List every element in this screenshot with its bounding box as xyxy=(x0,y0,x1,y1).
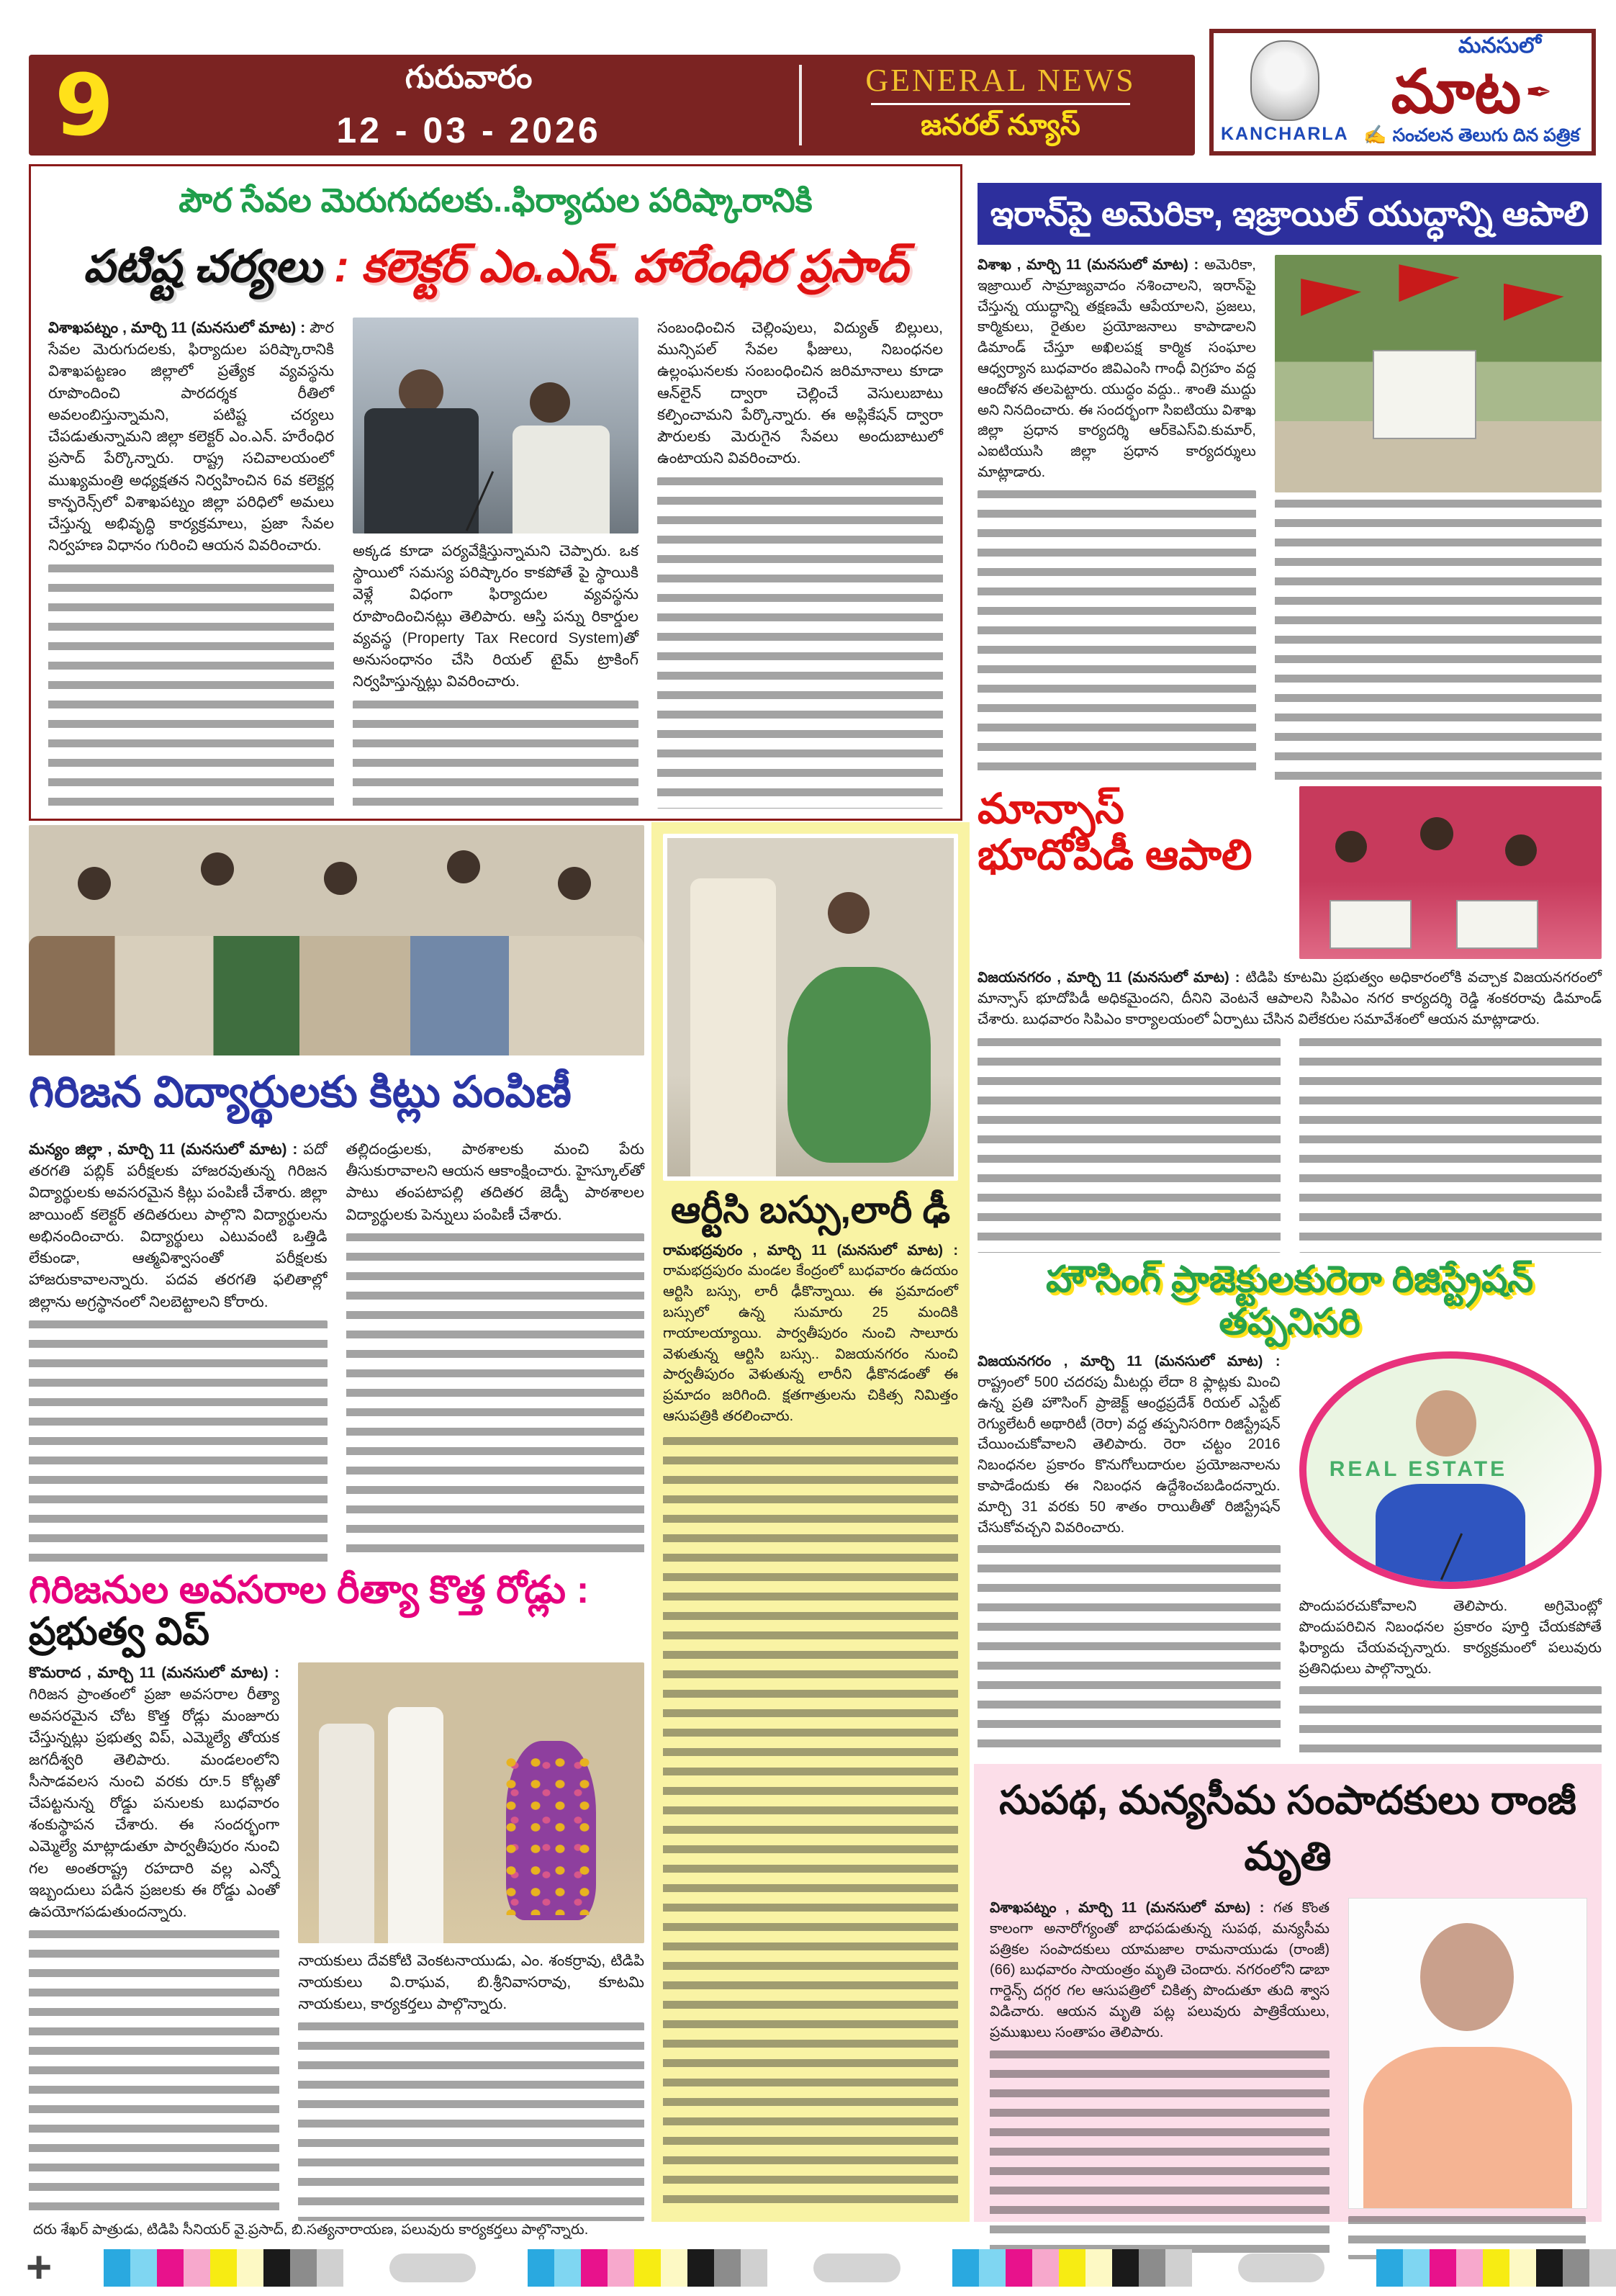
roads-col-2 xyxy=(298,1662,644,2221)
text-fill xyxy=(346,1233,645,1564)
color-swatch xyxy=(184,2249,210,2287)
color-swatch xyxy=(1059,2249,1085,2287)
mansas-body: టిడిపి కూటమి ప్రభుత్వం అధికారంలోకి వచ్చాక విజయనగరంలో మాన్సాస్ భూదోపిడీ అధికమైందని, దీనిని వెంటనే ఆపాలని సిపిఎం నగర కార్యదర్శి రెడ్డి శంకరరావు డిమాండ్ చేశారు. బుధవారం సిపిఎం కార్యాలయంలో ఏర్పాటు చేసిన విలేకరుల సమావేశంలో ఆయన మాట్లాడారు. xyxy=(978,970,1602,1027)
color-swatch xyxy=(1085,2249,1112,2287)
person-head xyxy=(1420,817,1453,850)
article-mansas xyxy=(978,786,1602,1253)
mansas-top-row xyxy=(978,786,1602,959)
text-fill xyxy=(29,1930,279,2221)
rera-official-photo xyxy=(1299,1351,1602,1589)
color-swatch xyxy=(714,2249,741,2287)
lead-body-3: సంబంధించిన చెల్లింపులు, విద్యుత్ బిల్లులు, మున్సిపల్ సేవల ఫీజులు, నిబంధనల ఉల్లంఘనలకు సంబంధించిన జరిమానాలు కూడా ఆన్‌లైన్ ద్వారా చెల్లించే వెసులుబాటు కల్పించామని పేర్కొన్నారు. ఈ అప్లికేషన్ ద్వారా పౌరులకు మెరుగైన సేవలు అందుబాటులో ఉంటాయని వివరించారు. xyxy=(657,320,943,467)
red-flag-icon xyxy=(1301,279,1361,316)
person-silhouette xyxy=(690,878,776,1176)
rtc-body: రామభద్రపురం మండల కేంద్రంలో బుధవారం ఉదయం ఆర్టిసి బస్సు, లారీ ఢీకొన్నాయి. ఈ ప్రమాదంలో బస్సులో ఉన్న సుమారు 25 మందికి గాయాలయ్యాయి. పార్వతీపురం నుంచి సాలూరు వెళుతున్న ఆర్టిసి బస్సు.. విజయనగరం నుంచి పార్వతీపురం వెళుతున్న లారీని ఢీకొనడంతో ఈ ప్రమాదం జరిగింది. క్షతగాత్రులను చికిత్స నిమిత్తం ఆసుపత్రికి తరలించారు. xyxy=(663,1263,958,1424)
collector-conference-photo xyxy=(353,318,638,534)
lead-headline-black: పటిష్ట చర్యలు xyxy=(83,242,322,292)
person-head xyxy=(447,850,480,883)
kits-col-1 xyxy=(29,1139,328,1564)
text-fill xyxy=(990,2050,1330,2259)
kits-col-2 xyxy=(346,1139,645,1564)
roads-headline-black: ప్రభుత్వ విప్ xyxy=(29,1611,210,1654)
housing-body-2: పొందుపరచుకోవాలని తెలిపారు. అగ్రిమెంట్లో పొందుపరిచిన నిబంధనల ప్రకారం పూర్తి చేయకపోతే ఫిర్యాదు చేయవచ్చన్నారు. కార్యక్రమంలో పలువురు ప్రతినిధులు పాల్గొన్నారు. xyxy=(1299,1598,1602,1677)
article-body xyxy=(990,1898,1330,2043)
text-fill xyxy=(48,564,334,809)
color-swatch xyxy=(1483,2249,1509,2287)
color-swatch xyxy=(661,2249,687,2287)
article-body xyxy=(29,1662,279,1924)
masthead-tagline-row xyxy=(1363,124,1579,150)
cmyk-swatch-group xyxy=(952,2249,1192,2287)
iran-col-2 xyxy=(1275,255,1602,782)
iran-headline: ఇరాన్‌పై అమెరికా, ఇజ్రాయిల్ యుద్ధాన్ని ఆపాలి xyxy=(978,183,1602,245)
roads-headline-magenta: గిరిజనుల అవసరాల రీత్యా కొత్త రోడ్లు xyxy=(29,1569,566,1611)
text-fill xyxy=(1299,1038,1602,1253)
lead-body-1: పౌర సేవల మెరుగుదలకు, ఫిర్యాదుల పరిష్కారానికి విశాఖపట్టణం జిల్లాలో ప్రత్యేక వ్యవస్థను రూపొందించి పారదర్శక రీతిలో అవలంబిస్తున్నామని, పటిష్ట చర్యలు చేపడుతున్నామని జిల్లా కలెక్టర్ ఎం.ఎన్. హరేంధిర ప్రసాద్ పేర్కొన్నారు. రాష్ట్ర సచివాలయంలో ముఖ్యమంత్రి అధ్యక్షతన నిర్వహించిన 6వ కలెక్టర్ల కాన్ఫరెన్స్‌లో విశాఖపట్నం జిల్లా పరిధిలో అమలు చేస్తున్న అభివృద్ధి కార్యక్రమాలు, ప్రజా సేవల నిర్వహణ విధానం గురించి ఆయన వివరించారు. xyxy=(48,320,334,554)
iran-col-1 xyxy=(978,255,1256,782)
text-fill xyxy=(1299,1686,1602,1758)
page-header-bar xyxy=(29,55,1195,156)
text-fill xyxy=(978,1545,1281,1758)
brand-top-label: మనసులో xyxy=(1458,34,1541,58)
iran-body-columns xyxy=(978,255,1602,782)
color-swatch xyxy=(317,2249,343,2287)
housing-body: రాష్ట్రంలో 500 చదరపు మీటర్లు లేదా 8 ఫ్లాట్లకు మించి ఉన్న ప్రతి హౌసింగ్ ప్రాజెక్ట్ ఆంధ్రప్రదేశ్ రియల్ ఎస్టేట్ రెగ్యులేటరీ అథారిటీ (రెరా) వద్ద తప్పనిసరిగా రిజిస్ట్రేషన్ చేయించుకోవాలని తెలిపారు. రెరా చట్టం 2016 నిబంధనల ప్రకారం కొనుగోలుదారుల ప్రయోజనాలను కాపాడేందుకు ఈ నిబంధన ఉద్దేశించబడిందన్నారు. మార్చి 31 వరకు 50 శాతం రాయితీతో రిజిస్ట్రేషన్ చేసుకోవచ్చని వివరించారు. xyxy=(978,1374,1281,1536)
color-swatch xyxy=(1403,2249,1430,2287)
roads-columns xyxy=(29,1662,644,2221)
section-rule xyxy=(871,103,1130,105)
color-swatch xyxy=(210,2249,237,2287)
person-silhouette xyxy=(319,1724,374,1942)
text-fill xyxy=(978,490,1256,782)
color-swatch xyxy=(1376,2249,1403,2287)
color-swatch xyxy=(979,2249,1006,2287)
text-fill xyxy=(657,477,943,809)
lead-headline-sep: : xyxy=(321,242,361,292)
date-label: 12 - 03 - 2026 xyxy=(336,109,601,150)
article-ramji xyxy=(974,1764,1602,2222)
person-silhouette xyxy=(388,1707,443,1943)
article-kits xyxy=(29,825,644,1564)
person-head xyxy=(828,892,870,934)
day-label: గురువారం xyxy=(405,59,533,95)
kit-distribution-group-photo xyxy=(29,825,644,1055)
color-swatch xyxy=(1536,2249,1563,2287)
kits-body-1: పదో తరగతి పబ్లిక్ పరీక్షలకు హాజరవుతున్న గిరిజన విద్యార్థులకు అవసరమైన కిట్లు పంపిణీ చేశారు. జిల్లా జాయింట్ కలెక్టర్ తదితరులు పాల్గొని విద్యార్థులను అభినందించారు. విద్యార్థులు ఎటువంటి ఒత్తిడి లేకుండా, ఆత్మవిశ్వాసంతో పరీక్షలకు హాజరుకావాలన్నారు. పదవ తరగతి ఫలితాల్లో జిల్లాను అగ్రస్థానంలో నిలబెట్టాలని కోరారు. xyxy=(29,1141,328,1310)
road-groundbreaking-photo xyxy=(298,1662,644,1943)
lead-body-2: అక్కడ కూడా పర్యవేక్షిస్తున్నామని చెప్పారు. ఒక స్థాయిలో సమస్య పరిష్కారం కాకపోతే పై స్థాయికి వెళ్లే విధంగా ఫిర్యాదుల వ్యవస్థను రూపొందించినట్లు తెలిపారు. ఆస్తి పన్ను రికార్డుల వ్యవస్థ (Property Tax Record System)తో అనుసంధానం చేసి రియల్ టైమ్ ట్రాకింగ్ నిర్వహిస్తున్నట్లు వివరించారు. xyxy=(353,543,638,690)
kits-columns xyxy=(29,1139,644,1564)
kits-body-2: తల్లిదండ్రులకు, పాఠశాలకు మంచి పేరు తీసుకురావాలని ఆయన ఆకాంక్షించారు. హైస్కూల్‌తో పాటు తంపటాపల్లి తదితర జెడ్పీ పాఠశాలల విద్యార్థులకు పెన్నులు పంపిణీ చేశారు. xyxy=(346,1141,644,1223)
person-silhouette xyxy=(513,426,610,534)
lead-body-columns xyxy=(48,318,943,809)
gray-blob-mark xyxy=(389,2254,476,2282)
housing-headline: హౌసింగ్ ప్రాజెక్టులకురెరా రిజిస్ట్రేషన్ తప్పనిసరి xyxy=(1045,1259,1534,1342)
color-swatch xyxy=(157,2249,184,2287)
text-fill xyxy=(29,1320,328,1564)
newspaper-held xyxy=(1330,900,1412,949)
brand-main-label: మాట xyxy=(1391,58,1522,126)
garland-flowers xyxy=(499,1752,602,1914)
article-body xyxy=(978,1351,1281,1538)
lead-col-1 xyxy=(48,318,334,809)
color-swatch xyxy=(104,2249,130,2287)
color-swatch xyxy=(290,2249,317,2287)
article-rtc xyxy=(651,822,970,2222)
article-lead xyxy=(29,164,962,821)
mansas-fill-col xyxy=(978,1038,1281,1253)
protest-rally-photo xyxy=(1275,255,1602,492)
color-swatch xyxy=(741,2249,767,2287)
cmyk-swatch-group xyxy=(104,2249,343,2287)
red-flag-icon xyxy=(1504,284,1564,321)
mansas-fill-columns xyxy=(978,1038,1602,1253)
crosshair-mark: + xyxy=(26,2243,53,2292)
rtc-dateline: రామభద్రవురం , మార్చి 11 (మనసులో మాట) : xyxy=(663,1242,958,1259)
person-head xyxy=(399,369,443,414)
gray-blob-mark xyxy=(813,2254,900,2282)
color-swatch xyxy=(554,2249,581,2287)
housing-columns xyxy=(978,1351,1602,1758)
article-body xyxy=(663,1241,958,1427)
person-head xyxy=(78,867,111,900)
color-swatch xyxy=(130,2249,157,2287)
article-body xyxy=(978,968,1602,1030)
person-head xyxy=(1420,1923,1514,2031)
cmyk-swatch-group xyxy=(1376,2249,1616,2287)
mansas-press-meet-photo xyxy=(1299,786,1602,959)
masthead-logo-box xyxy=(1209,29,1596,156)
person-silhouette xyxy=(1376,1484,1525,1589)
color-swatch xyxy=(952,2249,979,2287)
lead-headline xyxy=(48,241,943,303)
writing-hand-icon: ✍ xyxy=(1363,123,1387,145)
color-swatch xyxy=(1589,2249,1616,2287)
kits-headline: గిరిజన విద్యార్థులకు కిట్లు పంపిణీ xyxy=(29,1068,572,1116)
section-title-te: జనరల్ న్యూస్ xyxy=(921,109,1080,141)
accident-victim-photo xyxy=(663,834,958,1181)
article-roads xyxy=(29,1570,644,2221)
photo-backdrop-text: REAL ESTATE xyxy=(1329,1457,1508,1481)
color-swatch xyxy=(237,2249,263,2287)
color-swatch xyxy=(1563,2249,1589,2287)
text-fill xyxy=(353,701,638,809)
masthead-tagline: సంచలన తెలుగు దిన పత్రిక xyxy=(1392,125,1580,145)
housing-col-1 xyxy=(978,1351,1281,1758)
color-swatch xyxy=(1430,2249,1456,2287)
text-fill xyxy=(298,2022,644,2221)
text-fill xyxy=(978,1038,1281,1253)
ramji-col-2 xyxy=(1348,1898,1586,2259)
red-flag-icon xyxy=(1399,264,1459,302)
masthead-left xyxy=(1221,40,1349,145)
color-swatch xyxy=(608,2249,634,2287)
publisher-name: KANCHARLA xyxy=(1221,123,1349,144)
person-head xyxy=(1416,1390,1476,1457)
text-fill xyxy=(1275,500,1602,782)
lead-col-3 xyxy=(657,318,943,809)
brand-main-row xyxy=(1391,58,1553,126)
color-swatch xyxy=(1165,2249,1192,2287)
iran-body: అమెరికా, ఇజ్రాయిల్ సామ్రాజ్యవాదం నశించాలని, ఇరాన్‌పై చేస్తున్న యుద్ధాన్ని తక్షణమే ఆపేయాలని, ప్రజలు, కార్మికులు, రైతుల ప్రయోజనాలు కాపాడాలని డిమాండ్ చేస్తూ అఖిలపక్ష కార్మిక సంఘాల ఆధ్వర్యాన బుధవారం జివిఎంసి గాంధీ విగ్రహం వద్ద ఆందోళన తలపెట్టారు. యుద్ధం వద్దు.. శాంతి ముద్దు అని నినదించారు. ఈ సందర్భంగా సిఐటియు విశాఖ జిల్లా ప్రధాన కార్యదర్శి ఆర్‌కెఎస్‌వి.కుమార్, ఎఐటియుసి జిల్లా ప్రధాన కార్యదర్శులు మాట్లాడారు. xyxy=(978,257,1256,481)
pen-nib-icon: ✒ xyxy=(1525,74,1553,110)
section-title-block xyxy=(806,62,1195,149)
gray-blob-mark xyxy=(1238,2254,1324,2282)
color-swatch xyxy=(1456,2249,1483,2287)
header-divider xyxy=(799,65,802,145)
color-swatch xyxy=(634,2249,661,2287)
color-swatch xyxy=(1509,2249,1536,2287)
article-iran xyxy=(978,183,1602,782)
iran-dateline: విశాఖ , మార్చి 11 (మనసులో మాట) : xyxy=(978,257,1204,274)
person-head xyxy=(558,867,591,900)
newspaper-held xyxy=(1456,900,1538,949)
color-swatch xyxy=(1139,2249,1165,2287)
lead-dateline: విశాఖపట్నం , మార్చి 11 (మనసులో మాట) : xyxy=(48,320,310,336)
mansas-fill-col xyxy=(1299,1038,1602,1253)
person-head xyxy=(530,382,570,423)
person-head xyxy=(324,862,357,895)
roads-body: గిరిజన ప్రాంతంలో ప్రజా అవసరాల రీత్యా అవసరమైన చోట కొత్త రోడ్లు మంజూరు చేస్తున్నట్లు ప్రభుత్వ విప్, ఎమ్మెల్యే తోయక జగదీశ్వరి తెలిపారు. మండలంలోని సీసాడవలస నుంచి వరకు రూ.5 కోట్లతో చేపట్టనున్న రోడ్డు పనులకు బుధవారం శంకుస్థాపన చేశారు. ఈ సందర్భంగా ఎమ్మెల్యే మాట్లాడుతూ పార్వతీపురం నుంచి గల అంతరాష్ట్ర రహదారి వల్ల ఎన్నో ఇబ్బందులు పడిన ప్రజలకు ఈ రోడ్డు ఎంతో ఉపయోగపడుతుందన్నారు. xyxy=(29,1685,280,1921)
cmyk-swatch-group xyxy=(528,2249,767,2287)
kits-dateline: మన్యం జిల్లా , మార్చి 11 (మనసులో మాట) : xyxy=(29,1141,304,1158)
page-number: 9 xyxy=(55,55,114,155)
housing-col-2 xyxy=(1299,1351,1602,1758)
person-head xyxy=(201,852,234,886)
text-fill xyxy=(663,1437,958,2210)
crowd-bodies xyxy=(29,936,644,1055)
lead-headline-red: కలెక్టర్ ఎం.ఎన్. హారేంధిర ప్రసాద్ xyxy=(361,242,908,292)
mascot-face-icon xyxy=(1250,40,1319,121)
article-body xyxy=(29,1139,328,1313)
roads-end-line: దరు శేఖర్ పాత్రుడు, టిడిపి సీనియర్ వై.ప్రసాద్, బి.సత్యనారాయణ, పలువురు కార్యకర్తలు పాల్గొన్నారు. xyxy=(33,2222,589,2238)
section-title-en: GENERAL NEWS xyxy=(865,62,1136,98)
roads-body-2: నాయకులు దేవకోటి వెంకటనాయుడు, ఎం. శంకర్రావు, టిడిపి నాయకులు వి.రాఘవ, బి.శ్రీనివాసరావు, కూటమి నాయకులు, కార్యకర్తలు పాల్గొన్నారు. xyxy=(298,1952,644,2013)
roads-headline-sep: : xyxy=(566,1569,590,1611)
color-swatch xyxy=(1032,2249,1059,2287)
roads-dateline: కొమరాద , మార్చి 11 (మనసులో మాట) : xyxy=(29,1664,280,1681)
rtc-headline: ఆర్టీసి బస్సు,లారీ ఢీ xyxy=(670,1189,951,1231)
person-silhouette xyxy=(1363,2047,1572,2208)
person-head xyxy=(1335,831,1367,863)
mansas-headline: మాన్సాస్ భూదోపిడీ ఆపాలి xyxy=(978,785,1252,878)
article-body xyxy=(978,255,1256,483)
housing-dateline: విజయనగరం , మార్చి 11 (మనసులో మాట) : xyxy=(978,1354,1281,1370)
day-date-block xyxy=(143,60,795,151)
lead-kicker: పౌర సేవల మెరుగుదలకు..ఫిర్యాదుల పరిష్కారానికి xyxy=(179,181,813,219)
ramji-col-1 xyxy=(990,1898,1330,2259)
person-head xyxy=(1505,834,1537,866)
color-swatch xyxy=(687,2249,714,2287)
ramji-body: గత కొంత కాలంగా అనారోగ్యంతో బాధపడుతున్న సుపథ, మన్యసీమ పత్రికల సంపాదకులు యామజాల రామనాయుడు (రాంజీ) (66) బుధవారం సాయంత్రం మృతి చెందారు. నగరంలోని డాబా గార్డెన్స్ దగ్గర గల ఆసుపత్రిలో చికిత్స పొందుతూ తుది శ్వాస విడిచారు. ఆయన మృతి పట్ల పలువురు పాత్రికేయులు, ప్రముఖులు సంతాపం తెలిపారు. xyxy=(990,1900,1330,2040)
printer-registration-marks xyxy=(0,2245,1616,2291)
article-body xyxy=(48,318,334,557)
roads-headline xyxy=(29,1570,644,1654)
person-silhouette xyxy=(364,408,479,534)
editor-portrait-photo xyxy=(1348,1898,1587,2209)
ramji-headline: సుపథ, మన్యసీమ సంపాదకులు రాంజీ మృతి xyxy=(999,1778,1576,1878)
person-silhouette xyxy=(787,967,931,1163)
color-swatch xyxy=(581,2249,608,2287)
lead-col-2 xyxy=(353,318,638,809)
article-housing xyxy=(978,1259,1602,1758)
color-swatch xyxy=(1112,2249,1139,2287)
roads-col-1 xyxy=(29,1662,279,2221)
ramji-dateline: విశాఖపట్నం , మార్చి 11 (మనసులో మాట) : xyxy=(990,1900,1273,1916)
color-swatch xyxy=(263,2249,290,2287)
ramji-columns xyxy=(990,1898,1586,2259)
protest-placard xyxy=(1373,350,1476,439)
color-swatch xyxy=(528,2249,554,2287)
mansas-dateline: విజయనగరం , మార్చి 11 (మనసులో మాట) : xyxy=(978,970,1246,986)
color-swatch xyxy=(1006,2249,1032,2287)
masthead-brand xyxy=(1359,34,1584,150)
